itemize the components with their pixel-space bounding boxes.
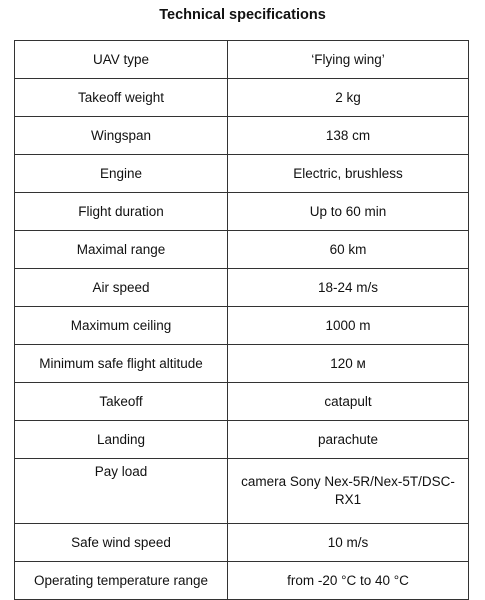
parameter-cell: Takeoff (15, 383, 228, 421)
parameter-cell: Takeoff weight (15, 79, 228, 117)
value-cell: ‘Flying wing’ (228, 41, 469, 79)
table-row (15, 307, 469, 345)
parameter-cell: Flight duration (15, 193, 228, 231)
parameter-cell: Maximum ceiling (15, 307, 228, 345)
specifications-table (14, 40, 469, 600)
table-row (15, 562, 469, 600)
value-cell: Up to 60 min (228, 193, 469, 231)
value-cell: catapult (228, 383, 469, 421)
value-cell: from -20 °C to 40 °C (228, 562, 469, 600)
table-row (15, 117, 469, 155)
parameter-cell: Safe wind speed (15, 524, 228, 562)
value-cell: 2 kg (228, 79, 469, 117)
table-row (15, 345, 469, 383)
parameter-cell: Operating temperature range (15, 562, 228, 600)
table-title: Technical specifications (159, 7, 326, 23)
value-cell: 1000 m (228, 307, 469, 345)
table-row (15, 231, 469, 269)
value-cell: 138 cm (228, 117, 469, 155)
value-cell: 120 м (228, 345, 469, 383)
table-row (15, 155, 469, 193)
value-cell: Electric, brushless (228, 155, 469, 193)
parameter-cell: Wingspan (15, 117, 228, 155)
value-cell: 60 km (228, 231, 469, 269)
parameter-cell: Maximal range (15, 231, 228, 269)
value-cell: parachute (228, 421, 469, 459)
table-row (15, 421, 469, 459)
table-row (15, 383, 469, 421)
table-row (15, 459, 469, 524)
table-row (15, 193, 469, 231)
parameter-cell: Minimum safe flight altitude (15, 345, 228, 383)
parameter-cell: Landing (15, 421, 228, 459)
value-cell: camera Sony Nex-5R/Nex-5T/DSC-RX1 (228, 459, 469, 524)
table-row (15, 79, 469, 117)
value-cell: 10 m/s (228, 524, 469, 562)
value-cell: 18-24 m/s (228, 269, 469, 307)
parameter-cell: Engine (15, 155, 228, 193)
parameter-cell: UAV type (15, 41, 228, 79)
table-row (15, 524, 469, 562)
table-row (15, 41, 469, 79)
parameter-cell: Air speed (15, 269, 228, 307)
table-row (15, 269, 469, 307)
parameter-cell: Pay load (15, 459, 228, 524)
